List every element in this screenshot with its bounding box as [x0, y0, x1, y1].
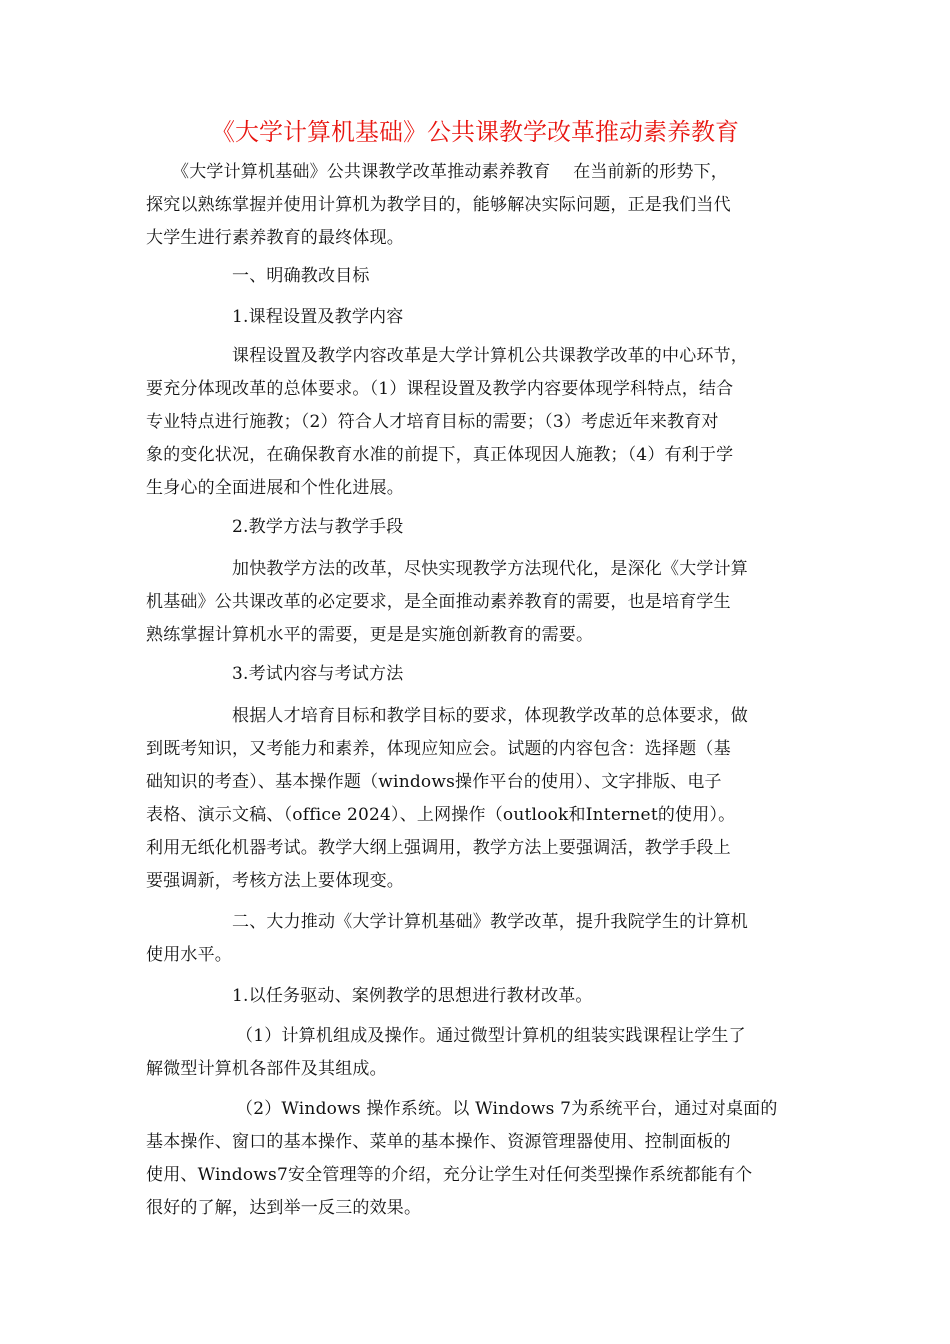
- heading-text: 2.教学方法与教学手段: [232, 517, 404, 537]
- paragraph-line: 熟练掌握计算机水平的需要，更是是实施创新教育的需要。: [146, 625, 594, 645]
- heading-line: 二、大力推动《大学计算机基础》教学改革，提升我院学生的计算机: [232, 912, 748, 932]
- subsection-heading-1-1: [146, 301, 806, 334]
- paragraph-line: 使用、Windows7安全管理等的介绍，充分让学生对任何类型操作系统都能有个: [146, 1165, 753, 1185]
- paragraph-line: 要强调新，考核方法上要体现变。: [146, 871, 404, 891]
- paragraph-line: 到既考知识，又考能力和素养，体现应知应会。试题的内容包含：选择题（基: [146, 739, 731, 759]
- paragraph-1-1: [146, 340, 806, 505]
- paragraph-line: 要充分体现改革的总体要求。（1）课程设置及教学内容要体现学科特点，结合: [146, 379, 734, 399]
- intro-line-1: 《大学计算机基础》公共课教学改革推动素养教育 在当前新的形势下，: [172, 162, 729, 182]
- heading-text: 1.以任务驱动、案例教学的思想进行教材改革。: [232, 986, 593, 1006]
- intro-line-3: 大学生进行素养教育的最终体现。: [146, 228, 404, 248]
- paragraph-line: 象的变化状况，在确保教育水准的前提下，真正体现因人施教；（4）有利于学: [146, 445, 734, 465]
- paragraph-line: 解微型计算机各部件及其组成。: [146, 1059, 387, 1079]
- paragraph-line: 础知识的考查）、基本操作题（windows操作平台的使用）、文字排版、电子: [146, 772, 722, 792]
- paragraph-line: 课程设置及教学内容改革是大学计算机公共课教学改革的中心环节，: [232, 346, 748, 366]
- paragraph-line: （2）Windows 操作系统。以 Windows 7为系统平台，通过对桌面的: [236, 1099, 778, 1119]
- paragraph-line: 很好的了解，达到举一反三的效果。: [146, 1198, 422, 1218]
- intro-line-2: 探究以熟练掌握并使用计算机为教学目的，能够解决实际问题，正是我们当代: [146, 195, 731, 215]
- heading-line: 使用水平。: [146, 945, 232, 965]
- paragraph-line: 机基础》公共课改革的必定要求，是全面推动素养教育的需要，也是培育学生: [146, 592, 731, 612]
- paragraph-1-3: [146, 700, 806, 898]
- subsection-heading-1-3: [146, 658, 806, 691]
- paragraph-line: 加快教学方法的改革，尽快实现教学方法现代化，是深化《大学计算: [232, 559, 748, 579]
- paragraph-1-2: [146, 553, 806, 652]
- subsection-heading-2-1: [146, 980, 806, 1013]
- paragraph-2-1-2: [146, 1093, 806, 1225]
- document-title: 《大学计算机基础》公共课教学改革推动素养教育: [211, 118, 739, 146]
- paragraph-line: 根据人才培育目标和教学目标的要求，体现教学改革的总体要求，做: [232, 706, 748, 726]
- paragraph-line: 基本操作、窗口的基本操作、菜单的基本操作、资源管理器使用、控制面板的: [146, 1132, 731, 1152]
- heading-text: 一、明确教改目标: [232, 266, 370, 286]
- paragraph-line: （1）计算机组成及操作。通过微型计算机的组装实践课程让学生了: [236, 1026, 746, 1046]
- section-heading-1: [146, 260, 806, 293]
- paragraph-2-1-1: [146, 1020, 806, 1086]
- heading-text: 1.课程设置及教学内容: [232, 307, 404, 327]
- heading-text: 3.考试内容与考试方法: [232, 664, 404, 684]
- paragraph-line: 表格、演示文稿、（office 2024）、上网操作（outlook和Internet的使用）。: [146, 805, 736, 825]
- subsection-heading-1-2: [146, 511, 806, 544]
- paragraph-line: 生身心的全面进展和个性化进展。: [146, 478, 404, 498]
- intro-paragraph: [146, 156, 806, 255]
- paragraph-line: 专业特点进行施教；（2）符合人才培育目标的需要；（3）考虑近年来教育对: [146, 412, 719, 432]
- paragraph-line: 利用无纸化机器考试。教学大纲上强调用，教学方法上要强调活，教学手段上: [146, 838, 731, 858]
- section-heading-2: [146, 906, 806, 972]
